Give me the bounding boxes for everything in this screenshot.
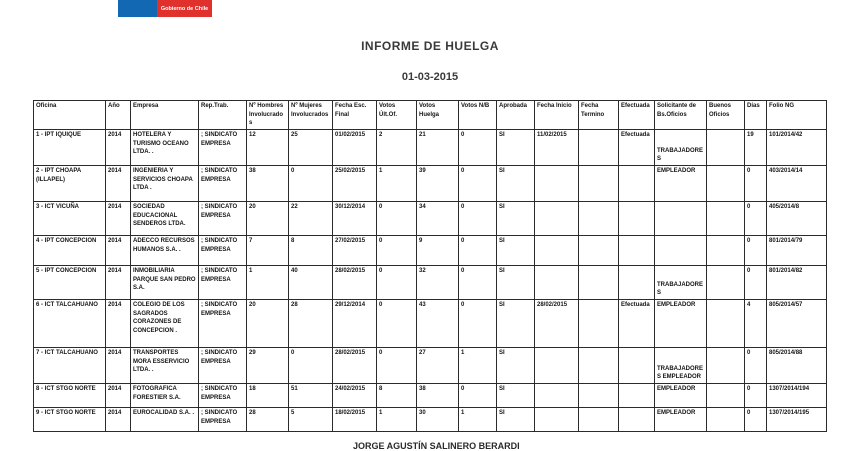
column-header: Solicitante de Bs.Oficios bbox=[655, 101, 707, 130]
table-cell: 0 bbox=[289, 166, 333, 202]
table-cell: 0 bbox=[459, 202, 497, 236]
table-cell: 27 bbox=[417, 348, 459, 384]
table-cell: TRABAJADORES EMPLEADOR bbox=[655, 348, 707, 384]
table-cell bbox=[707, 166, 745, 202]
table-cell: 27/02/2015 bbox=[333, 236, 377, 266]
table-cell bbox=[707, 130, 745, 166]
table-cell: 19 bbox=[745, 130, 767, 166]
table-cell: 0 bbox=[745, 266, 767, 300]
table-cell bbox=[655, 202, 707, 236]
table-cell: ; SINDICATO EMPRESA bbox=[199, 236, 247, 266]
table-cell: 7 bbox=[247, 236, 289, 266]
logo-blue-block bbox=[118, 0, 157, 17]
table-cell: 40 bbox=[289, 266, 333, 300]
table-cell: 2014 bbox=[106, 202, 131, 236]
table-cell bbox=[535, 266, 579, 300]
table-cell: 2014 bbox=[106, 408, 131, 432]
table-cell: 805/2014/57 bbox=[767, 300, 827, 348]
table-cell bbox=[707, 202, 745, 236]
table-cell: 2 - IPT CHOAPA (ILLAPEL) bbox=[34, 166, 106, 202]
table-row bbox=[34, 348, 827, 384]
table-cell: 0 bbox=[745, 236, 767, 266]
column-header: Aprobada bbox=[497, 101, 535, 130]
table-cell: 0 bbox=[745, 166, 767, 202]
table-cell: 28/02/2015 bbox=[333, 266, 377, 300]
table-cell: 2 bbox=[377, 130, 417, 166]
strike-report-table bbox=[33, 100, 827, 432]
table-cell bbox=[579, 202, 619, 236]
table-row bbox=[34, 266, 827, 300]
table-cell: 0 bbox=[459, 384, 497, 408]
table-cell bbox=[655, 236, 707, 266]
table-cell: 0 bbox=[459, 130, 497, 166]
table-cell: 2014 bbox=[106, 166, 131, 202]
table-cell: 32 bbox=[417, 266, 459, 300]
table-cell: 25/02/2015 bbox=[333, 166, 377, 202]
table-cell: 403/2014/14 bbox=[767, 166, 827, 202]
table-cell: 8 - ICT STGO NORTE bbox=[34, 384, 106, 408]
table-cell: 18 bbox=[247, 384, 289, 408]
table-cell: 38 bbox=[417, 384, 459, 408]
table-cell: 38 bbox=[247, 166, 289, 202]
table-cell: INGENIERIA Y SERVICIOS CHOAPA LTDA . bbox=[131, 166, 199, 202]
table-cell bbox=[535, 166, 579, 202]
table-row bbox=[34, 166, 827, 202]
table-cell: ADECCO RECURSOS HUMANOS S.A. . bbox=[131, 236, 199, 266]
table-cell: 0 bbox=[377, 348, 417, 384]
table-cell: ; SINDICATO EMPRESA bbox=[199, 408, 247, 432]
table-cell: 9 - ICT STGO NORTE bbox=[34, 408, 106, 432]
table-cell: SI bbox=[497, 130, 535, 166]
table-cell: 0 bbox=[745, 384, 767, 408]
table-cell: 101/2014/42 bbox=[767, 130, 827, 166]
table-cell bbox=[707, 236, 745, 266]
table-cell: 29/12/2014 bbox=[333, 300, 377, 348]
table-cell bbox=[619, 166, 655, 202]
column-header: Buenos Oficios bbox=[707, 101, 745, 130]
table-cell: 24/02/2015 bbox=[333, 384, 377, 408]
table-cell bbox=[619, 202, 655, 236]
column-header: Votos Huelga bbox=[417, 101, 459, 130]
table-cell bbox=[579, 130, 619, 166]
table-cell: Efectuada bbox=[619, 300, 655, 348]
column-header: Nº Mujeres Involucrados bbox=[289, 101, 333, 130]
table-cell: FOTOGRAFICA FORESTIER S.A. bbox=[131, 384, 199, 408]
table-cell: HOTELERA Y TURISMO OCEANO LTDA. . bbox=[131, 130, 199, 166]
column-header: Fecha Inicio bbox=[535, 101, 579, 130]
table-cell: SI bbox=[497, 300, 535, 348]
table-cell bbox=[579, 348, 619, 384]
logo-red-block bbox=[157, 0, 212, 17]
table-cell: 801/2014/82 bbox=[767, 266, 827, 300]
table-cell bbox=[535, 384, 579, 408]
table-cell: 2014 bbox=[106, 266, 131, 300]
table-cell: 20 bbox=[247, 202, 289, 236]
table-cell: 8 bbox=[377, 384, 417, 408]
table-cell: Efectuada bbox=[619, 130, 655, 166]
column-header: Fecha Termino bbox=[579, 101, 619, 130]
table-cell bbox=[579, 266, 619, 300]
table-cell: 0 bbox=[459, 266, 497, 300]
table-cell: 1 bbox=[459, 348, 497, 384]
table-cell: EUROCALIDAD S.A. . bbox=[131, 408, 199, 432]
table-cell: 30 bbox=[417, 408, 459, 432]
table-cell bbox=[579, 236, 619, 266]
table-cell: 28/02/2015 bbox=[333, 348, 377, 384]
column-header: Efectuada bbox=[619, 101, 655, 130]
table-cell: 18/02/2015 bbox=[333, 408, 377, 432]
table-cell: SI bbox=[497, 408, 535, 432]
table-cell: 21 bbox=[417, 130, 459, 166]
table-cell: EMPLEADOR bbox=[655, 408, 707, 432]
column-header: Folio NG bbox=[767, 101, 827, 130]
table-cell: ; SINDICATO EMPRESA bbox=[199, 266, 247, 300]
table-row bbox=[34, 300, 827, 348]
table-cell bbox=[579, 408, 619, 432]
table-row bbox=[34, 408, 827, 432]
table-cell: 1 bbox=[247, 266, 289, 300]
table-cell: 1307/2014/194 bbox=[767, 384, 827, 408]
table-cell bbox=[619, 384, 655, 408]
column-header: Rep.Trab. bbox=[199, 101, 247, 130]
table-cell: 2014 bbox=[106, 130, 131, 166]
table-cell: 2014 bbox=[106, 300, 131, 348]
table-cell: 3 - ICT VICUÑA bbox=[34, 202, 106, 236]
table-cell: ; SINDICATO EMPRESA bbox=[199, 130, 247, 166]
table-cell: COLEGIO DE LOS SAGRADOS CORAZONES DE CONCEPCION . bbox=[131, 300, 199, 348]
table-cell bbox=[579, 384, 619, 408]
table-cell: 28 bbox=[289, 300, 333, 348]
table-cell bbox=[619, 408, 655, 432]
table-cell: TRABAJADORES bbox=[655, 266, 707, 300]
table-cell: 405/2014/8 bbox=[767, 202, 827, 236]
logo-text: Gobierno de Chile bbox=[160, 5, 209, 12]
table-cell: SI bbox=[497, 166, 535, 202]
table-cell: 43 bbox=[417, 300, 459, 348]
table-cell: 0 bbox=[745, 202, 767, 236]
table-row bbox=[34, 236, 827, 266]
report-title: INFORME DE HUELGA bbox=[361, 39, 499, 53]
table-cell: 25 bbox=[289, 130, 333, 166]
table-row bbox=[34, 384, 827, 408]
table-cell: 0 bbox=[377, 266, 417, 300]
table-cell: ; SINDICATO EMPRESA bbox=[199, 384, 247, 408]
table-cell bbox=[707, 408, 745, 432]
table-cell: ; SINDICATO EMPRESA bbox=[199, 348, 247, 384]
table-cell: 11/02/2015 bbox=[535, 130, 579, 166]
table-cell: 1 bbox=[377, 408, 417, 432]
column-header: Empresa bbox=[131, 101, 199, 130]
table-cell: 0 bbox=[289, 348, 333, 384]
table-cell: ; SINDICATO EMPRESA bbox=[199, 300, 247, 348]
table-cell: 1 bbox=[377, 166, 417, 202]
column-header: Fecha Esc. Final bbox=[333, 101, 377, 130]
table-cell: 805/2014/88 bbox=[767, 348, 827, 384]
table-cell bbox=[707, 348, 745, 384]
table-cell: 6 - ICT TALCAHUANO bbox=[34, 300, 106, 348]
table-cell: 28/02/2015 bbox=[535, 300, 579, 348]
table-cell: 0 bbox=[377, 202, 417, 236]
column-header: Nº Hombres Involucrados bbox=[247, 101, 289, 130]
table-cell: 12 bbox=[247, 130, 289, 166]
table-cell: 7 - ICT TALCAHUANO bbox=[34, 348, 106, 384]
table-cell: EMPLEADOR bbox=[655, 300, 707, 348]
table-row bbox=[34, 202, 827, 236]
table-cell: 39 bbox=[417, 166, 459, 202]
table-cell: 20 bbox=[247, 300, 289, 348]
table-cell: 0 bbox=[459, 166, 497, 202]
table-cell: EMPLEADOR bbox=[655, 384, 707, 408]
table-cell: 9 bbox=[417, 236, 459, 266]
table-cell: SOCIEDAD EDUCACIONAL SENDEROS LTDA. bbox=[131, 202, 199, 236]
table-cell: TRABAJADORES bbox=[655, 130, 707, 166]
table-cell bbox=[619, 348, 655, 384]
table-cell: 0 bbox=[377, 300, 417, 348]
table-cell: TRANSPORTES MORA ESSERVICIO LTDA. . bbox=[131, 348, 199, 384]
table-cell: SI bbox=[497, 266, 535, 300]
table-cell: 34 bbox=[417, 202, 459, 236]
table-cell: 29 bbox=[247, 348, 289, 384]
table-cell: SI bbox=[497, 236, 535, 266]
table-cell bbox=[535, 408, 579, 432]
column-header: Días bbox=[745, 101, 767, 130]
table-cell: 5 - IPT CONCEPCION bbox=[34, 266, 106, 300]
table-cell: 4 bbox=[745, 300, 767, 348]
column-header: Año bbox=[106, 101, 131, 130]
table-header-row bbox=[34, 101, 827, 130]
table-row bbox=[34, 130, 827, 166]
table-cell: 0 bbox=[459, 236, 497, 266]
table-cell: 1 bbox=[459, 408, 497, 432]
table-cell bbox=[535, 202, 579, 236]
signature-name: JORGE AGUSTÍN SALINERO BERARDI bbox=[353, 441, 520, 451]
table-cell bbox=[707, 266, 745, 300]
table-cell bbox=[579, 300, 619, 348]
table-cell: 5 bbox=[289, 408, 333, 432]
table-cell bbox=[535, 236, 579, 266]
table-cell: 8 bbox=[289, 236, 333, 266]
table-cell: ; SINDICATO EMPRESA bbox=[199, 166, 247, 202]
table-cell bbox=[707, 300, 745, 348]
table-cell: SI bbox=[497, 202, 535, 236]
table-cell: 30/12/2014 bbox=[333, 202, 377, 236]
table-cell: ; SINDICATO EMPRESA bbox=[199, 202, 247, 236]
report-date: 01-03-2015 bbox=[401, 71, 459, 83]
column-header: Oficina bbox=[34, 101, 106, 130]
table-cell: 0 bbox=[745, 348, 767, 384]
column-header: Votos Últ.Of. bbox=[377, 101, 417, 130]
table-cell: 4 - IPT CONCEPCION bbox=[34, 236, 106, 266]
table-cell bbox=[619, 266, 655, 300]
table-cell: 0 bbox=[745, 408, 767, 432]
table-cell bbox=[707, 384, 745, 408]
table-cell: 801/2014/79 bbox=[767, 236, 827, 266]
table-cell bbox=[619, 236, 655, 266]
column-header: Votos N/B bbox=[459, 101, 497, 130]
table-cell: INMOBILIARIA PARQUE SAN PEDRO S.A. bbox=[131, 266, 199, 300]
table-cell: 1307/2014/195 bbox=[767, 408, 827, 432]
gobierno-de-chile-logo bbox=[118, 0, 212, 17]
table-cell: 0 bbox=[377, 236, 417, 266]
table-cell: 28 bbox=[247, 408, 289, 432]
table-cell: 2014 bbox=[106, 384, 131, 408]
table-cell: 2014 bbox=[106, 236, 131, 266]
table-cell: 51 bbox=[289, 384, 333, 408]
table-cell: 01/02/2015 bbox=[333, 130, 377, 166]
table-cell: SI bbox=[497, 384, 535, 408]
table-cell: SI bbox=[497, 348, 535, 384]
table-cell bbox=[535, 348, 579, 384]
table-cell: EMPLEADOR bbox=[655, 166, 707, 202]
table-cell: 1 - IPT IQUIQUE bbox=[34, 130, 106, 166]
table-cell: 22 bbox=[289, 202, 333, 236]
table-cell bbox=[579, 166, 619, 202]
table-cell: 0 bbox=[459, 300, 497, 348]
table-cell: 2014 bbox=[106, 348, 131, 384]
